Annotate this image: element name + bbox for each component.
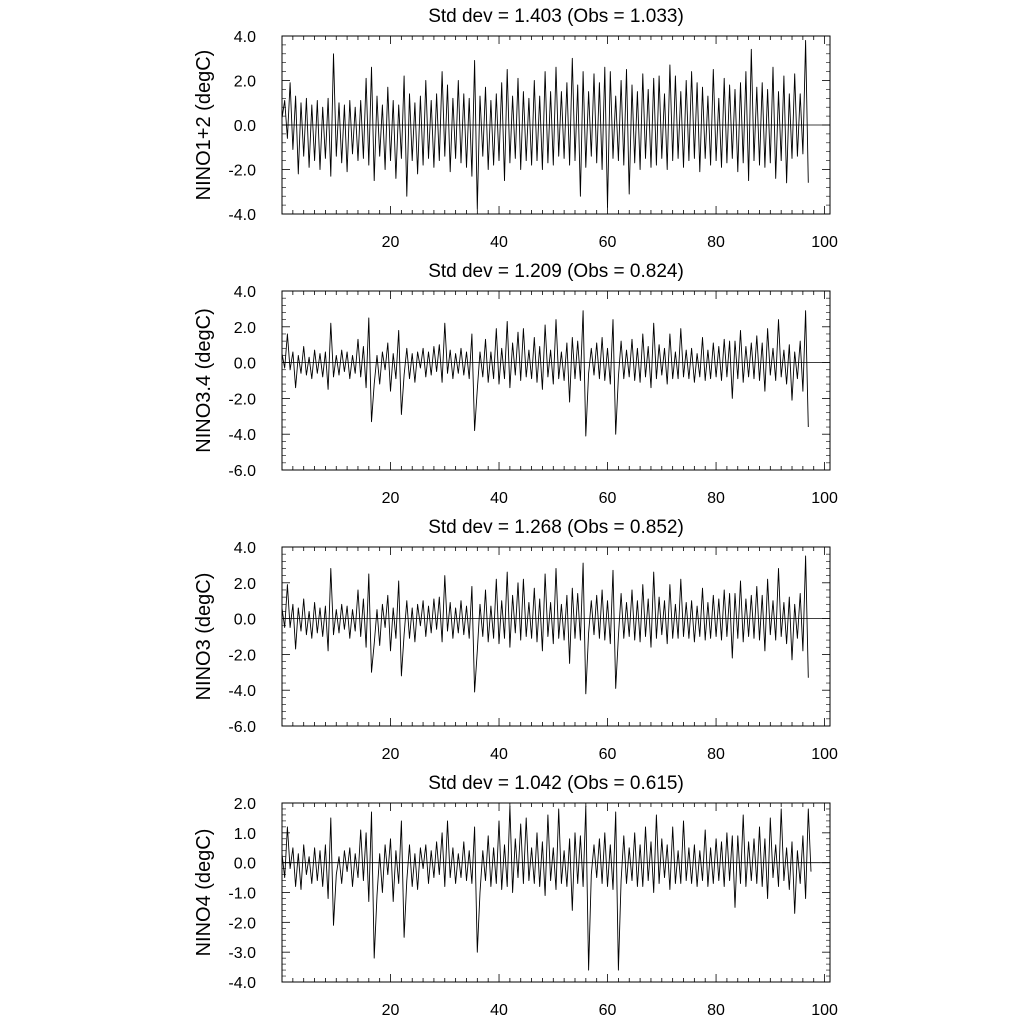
panel-2 [193, 261, 838, 507]
panel-4 [193, 773, 838, 1019]
x-tick-label: 80 [707, 1002, 725, 1019]
x-tick-label: 100 [811, 1002, 838, 1019]
y-tick-label: 1.0 [233, 825, 256, 843]
y-tick-label: -4.0 [228, 207, 256, 224]
x-tick-label: 20 [381, 746, 400, 763]
y-tick-label: -6.0 [228, 719, 256, 736]
panel-title: Std dev = 1.209 (Obs = 0.824) [428, 261, 684, 282]
x-tick-label: 60 [598, 746, 617, 763]
panel-title: Std dev = 1.403 (Obs = 1.033) [428, 6, 684, 27]
y-tick-label: -1.0 [228, 885, 256, 903]
y-tick-label: 2.0 [233, 575, 256, 593]
y-tick-label: 0.0 [233, 118, 256, 135]
y-tick-label: 0.0 [233, 355, 256, 373]
x-tick-label: 20 [381, 1002, 400, 1019]
y-tick-label: -6.0 [228, 463, 256, 480]
y-tick-label: 2.0 [233, 796, 256, 813]
y-tick-label: -2.0 [228, 162, 256, 180]
plot-frame [282, 291, 830, 470]
y-tick-label: 0.0 [233, 855, 256, 873]
y-tick-label: 4.0 [233, 284, 256, 301]
y-axis-label: NINO3 (degC) [193, 572, 215, 701]
y-tick-label: 2.0 [233, 319, 256, 337]
y-tick-label: 4.0 [233, 29, 256, 46]
series-line [282, 806, 811, 970]
x-tick-label: 60 [598, 234, 617, 251]
x-tick-label: 40 [490, 234, 508, 251]
panel-title: Std dev = 1.268 (Obs = 0.852) [428, 517, 684, 538]
y-tick-label: 0.0 [233, 611, 256, 629]
y-tick-label: -2.0 [228, 391, 256, 409]
x-tick-label: 100 [811, 746, 838, 763]
x-tick-label: 80 [707, 234, 725, 251]
x-tick-label: 80 [707, 490, 725, 507]
y-tick-label: 4.0 [233, 540, 256, 557]
y-axis-label: NINO4 (degC) [193, 828, 215, 957]
y-axis-label: NINO3.4 (degC) [193, 308, 215, 453]
panel-3 [193, 517, 838, 763]
y-tick-label: 2.0 [233, 73, 256, 91]
y-tick-label: -4.0 [228, 683, 256, 701]
x-tick-label: 100 [811, 490, 838, 507]
y-tick-label: -2.0 [228, 647, 256, 665]
x-tick-label: 40 [490, 1002, 508, 1019]
y-tick-label: -3.0 [228, 945, 256, 963]
x-tick-label: 100 [811, 234, 838, 251]
panel-1 [193, 6, 838, 251]
plot-frame [282, 803, 830, 982]
y-axis-label: NINO1+2 (degC) [193, 49, 215, 201]
y-tick-label: -2.0 [228, 915, 256, 933]
x-tick-label: 40 [490, 490, 508, 507]
x-tick-label: 80 [707, 746, 725, 763]
series-line [282, 311, 808, 436]
series-line [282, 556, 808, 694]
panel-title: Std dev = 1.042 (Obs = 0.615) [428, 773, 684, 794]
x-tick-label: 40 [490, 746, 508, 763]
x-tick-label: 20 [381, 234, 400, 251]
y-tick-label: -4.0 [228, 427, 256, 445]
x-tick-label: 60 [598, 490, 617, 507]
x-tick-label: 60 [598, 1002, 617, 1019]
y-tick-label: -4.0 [228, 975, 256, 992]
x-tick-label: 20 [381, 490, 400, 507]
